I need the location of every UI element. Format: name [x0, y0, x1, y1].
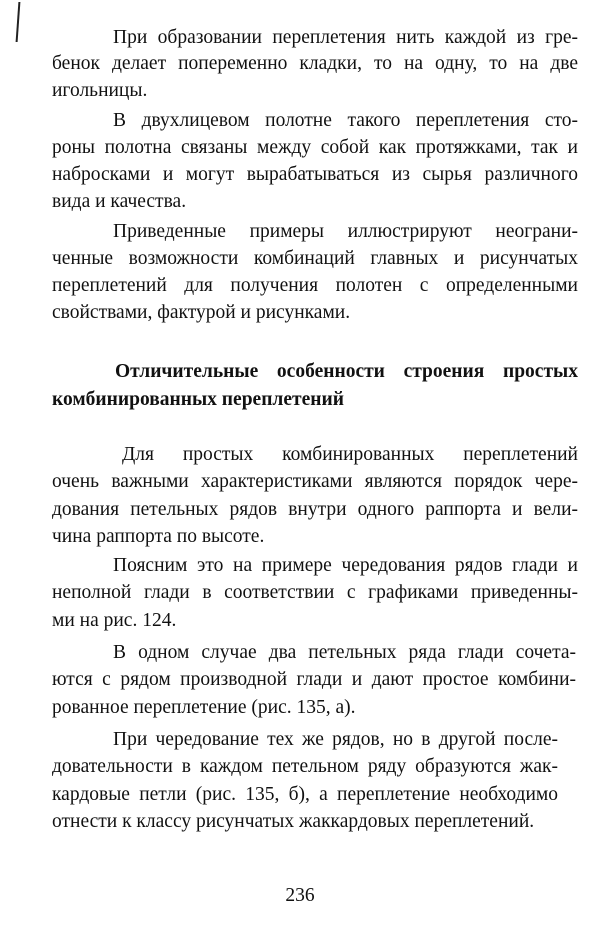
- paragraph-line: Для простых комбинированных переплетений: [122, 444, 578, 465]
- paragraph-line: бенок делает попеременно кладки, то на одну, то на две: [52, 53, 578, 74]
- paragraph-line: При чередование тех же рядов, но в другой после-: [113, 729, 558, 750]
- paragraph-line: отнести к классу рисунчатых жаккардовых переплетений.: [52, 811, 535, 832]
- section-heading-line: Отличительные особенности строения простых: [115, 361, 578, 382]
- section-heading-line: комбинированных переплетений: [52, 389, 344, 410]
- page-number: 236: [285, 885, 315, 906]
- paragraph-line: вида и качества.: [52, 191, 187, 212]
- paragraph-line: ются с рядом производной глади и дают простое комбини-: [52, 669, 576, 690]
- paragraph-line: неполной глади в соответствии с графиками приведенны-: [52, 582, 578, 603]
- paragraph-line: дования петельных рядов внутри одного раппорта и вели-: [52, 499, 578, 520]
- paragraph-line: Приведенные примеры иллюстрируют неограни-: [113, 221, 578, 242]
- paragraph-line: довательности в каждом петельном ряду образуются жак-: [52, 756, 558, 777]
- paragraph-line: ми на рис. 124.: [52, 610, 177, 631]
- paragraph-line: рованное переплетение (рис. 135, а).: [52, 697, 356, 718]
- paragraph-line: При образовании переплетения нить каждой из гре-: [113, 27, 578, 48]
- paragraph-line: ченные возможности комбинаций главных и рисунчатых: [52, 248, 578, 269]
- scan-edge-mark: [16, 2, 21, 42]
- paragraph-line: переплетений для получения полотен с определенными: [52, 275, 578, 296]
- paragraph-line: чина раппорта по высоте.: [52, 526, 265, 547]
- paragraph-line: игольницы.: [52, 80, 148, 101]
- paragraph-line: В одном случае два петельных ряда глади сочета-: [113, 642, 576, 663]
- paragraph-line: роны полотна связаны между собой как протяжками, так и: [52, 137, 578, 158]
- paragraph-line: свойствами, фактурой и рисунками.: [52, 302, 351, 323]
- paragraph-line: В двухлицевом полотне такого переплетения сто-: [113, 110, 578, 131]
- paragraph-line: очень важными характеристиками являются порядок чере-: [52, 471, 578, 492]
- paragraph-line: кардовые петли (рис. 135, б), а переплетение необходимо: [52, 784, 558, 805]
- paragraph-line: набросками и могут вырабатываться из сырья различного: [52, 164, 578, 185]
- paragraph-line: Поясним это на примере чередования рядов глади и: [113, 555, 578, 576]
